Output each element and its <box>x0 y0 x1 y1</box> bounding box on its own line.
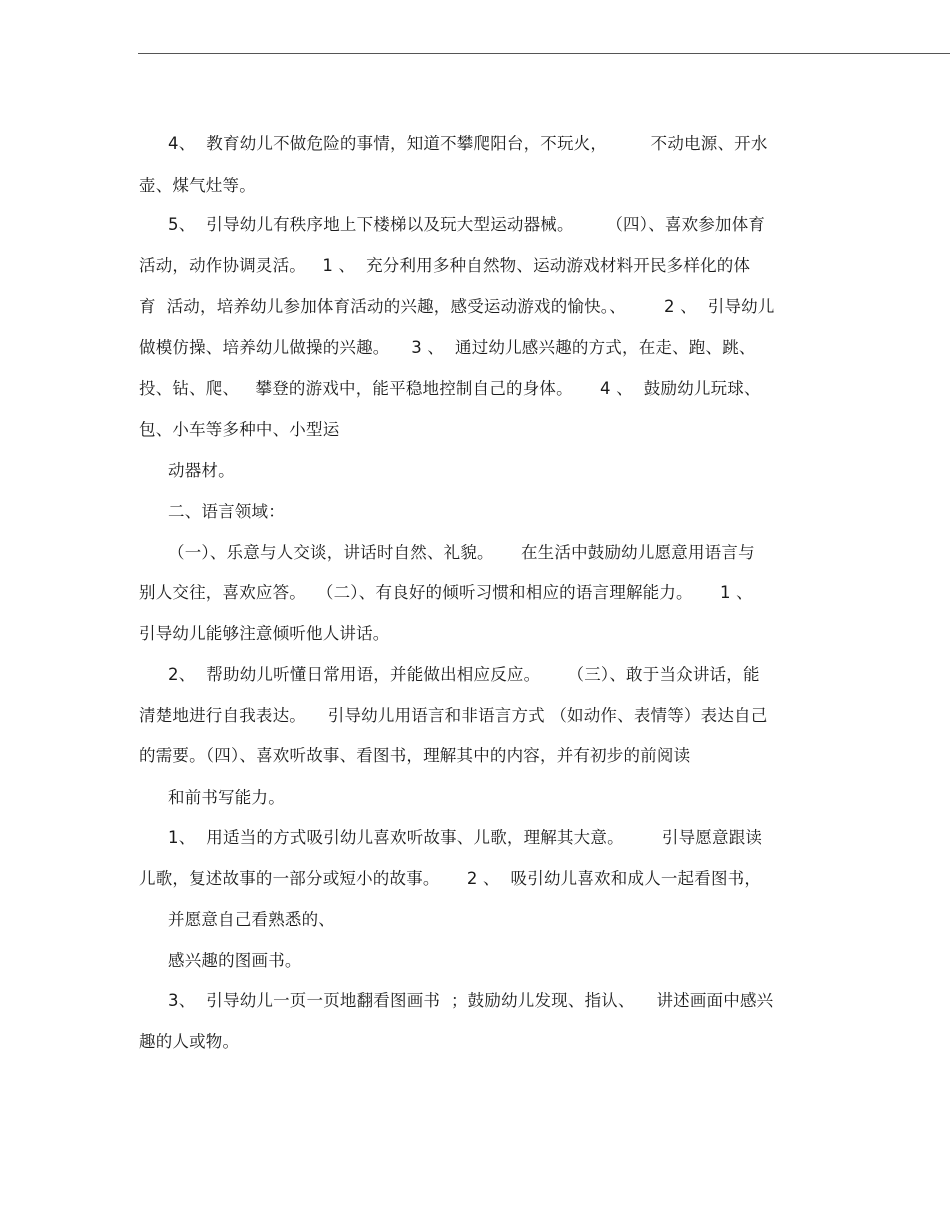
text-line: 趣的人或物。 <box>139 1032 240 1051</box>
text-line: 清楚地进行自我表达。 引导幼儿用语言和非语言方式 （如动作、表情等）表达自己 <box>139 706 768 725</box>
text-line: 活动，动作协调灵活。 1 、 充分利用多种自然物、运动游戏材料开民多样化的体 <box>139 256 751 275</box>
text-line: 4、 教育幼儿不做危险的事情，知道不攀爬阳台，不玩火， 不动电源、开水 <box>168 134 768 153</box>
text-line: 5、 引导幼儿有秩序地上下楼梯以及玩大型运动器械。 （四）、喜欢参加体育 <box>168 215 766 234</box>
text-line: 做模仿操、培养幼儿做操的兴趣。 3 、 通过幼儿感兴趣的方式，在走、跑、跳、 <box>139 338 756 357</box>
text-line: 3、 引导幼儿一页一页地翻看图画书 ；鼓励幼儿发现、指认、 讲述画面中感兴 <box>168 991 774 1010</box>
text-line: 并愿意自己看熟悉的、 <box>168 910 335 929</box>
text-line: 包、小车等多种中、小型运 <box>139 420 340 439</box>
text-line: 动器材。 <box>168 461 235 480</box>
text-line: 别人交往，喜欢应答。 （二）、有良好的倾听习惯和相应的语言理解能力。 1 、 <box>139 583 753 602</box>
text-line: 育 活动，培养幼儿参加体育活动的兴趣，感受运动游戏的愉快。、 2 、 引导幼儿 <box>139 297 775 316</box>
text-line: （一）、乐意与人交谈，讲话时自然、礼貌。 在生活中鼓励幼儿愿意用语言与 <box>168 543 755 562</box>
text-line: 儿歌，复述故事的一部分或短小的故事。 2 、 吸引幼儿喜欢和成人一起看图书， <box>139 869 762 888</box>
text-line: 投、钻、爬、 攀登的游戏中，能平稳地控制自己的身体。 4 、 鼓励幼儿玩球、 <box>139 379 761 398</box>
section-heading: 二、语言领域： <box>168 502 285 521</box>
text-line: 1、 用适当的方式吸引幼儿喜欢听故事、儿歌，理解其大意。 引导愿意跟读 <box>168 828 763 847</box>
header-rule <box>138 53 950 54</box>
text-line: 2、 帮助幼儿听懂日常用语，并能做出相应反应。 （三）、敢于当众讲话，能 <box>168 665 760 684</box>
text-line: 感兴趣的图画书。 <box>168 951 302 970</box>
text-line: 壶、煤气灶等。 <box>139 176 256 195</box>
text-line: 和前书写能力。 <box>168 788 285 807</box>
text-line: 引导幼儿能够注意倾听他人讲话。 <box>139 624 390 643</box>
text-line: 的需要。（四）、喜欢听故事、看图书，理解其中的内容，并有初步的前阅读 <box>139 746 691 765</box>
